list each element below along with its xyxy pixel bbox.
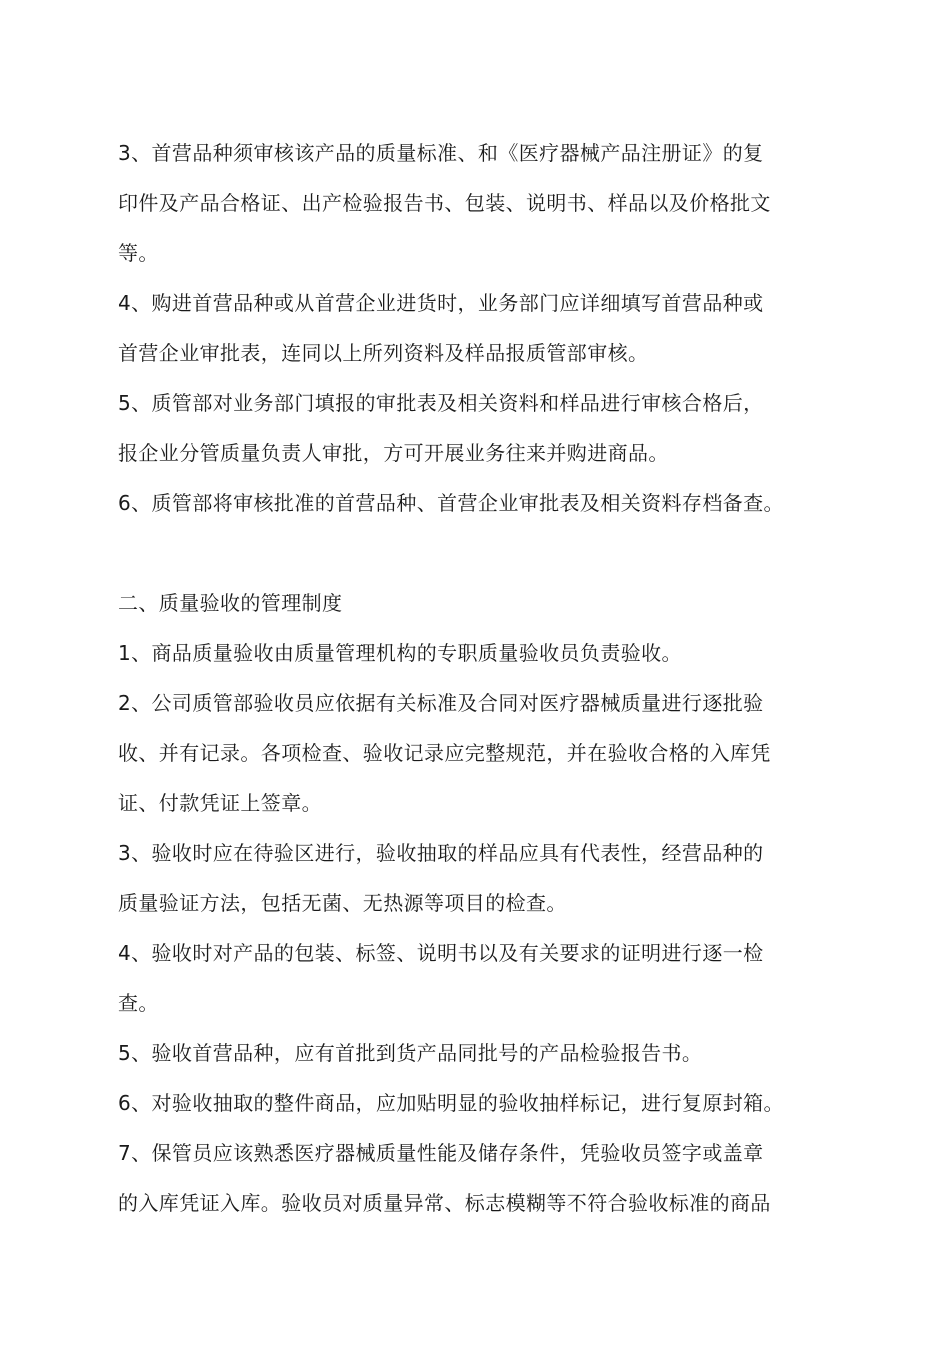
text-line: 5、质管部对业务部门填报的审批表及相关资料和样品进行审核合格后， <box>118 391 764 415</box>
text-line: 等。 <box>118 241 159 265</box>
text-line: 7、保管员应该熟悉医疗器械质量性能及储存条件，凭验收员签字或盖章 <box>118 1141 764 1165</box>
text-line: 印件及产品合格证、出产检验报告书、包装、说明书、样品以及价格批文 <box>118 191 771 215</box>
text-line: 首营企业审批表，连同以上所列资料及样品报质管部审核。 <box>118 341 649 365</box>
text-line: 报企业分管质量负责人审批，方可开展业务往来并购进商品。 <box>118 441 669 465</box>
text-line: 查。 <box>118 991 159 1015</box>
text-line: 5、验收首营品种，应有首批到货产品同批号的产品检验报告书。 <box>118 1041 703 1065</box>
text-line: 4、验收时对产品的包装、标签、说明书以及有关要求的证明进行逐一检 <box>118 941 764 965</box>
text-line: 证、付款凭证上签章。 <box>118 791 322 815</box>
text-line: 4、购进首营品种或从首营企业进货时，业务部门应详细填写首营品种或 <box>118 291 764 315</box>
text-line: 质量验证方法，包括无菌、无热源等项目的检查。 <box>118 891 567 915</box>
text-line: 6、对验收抽取的整件商品，应加贴明显的验收抽样标记，进行复原封箱。 <box>118 1091 784 1115</box>
text-line: 收、并有记录。各项检查、验收记录应完整规范，并在验收合格的入库凭 <box>118 741 771 765</box>
text-line: 6、质管部将审核批准的首营品种、首营企业审批表及相关资料存档备查。 <box>118 491 784 515</box>
text-line: 3、首营品种须审核该产品的质量标准、和《医疗器械产品注册证》的复 <box>118 141 764 165</box>
text-line: 的入库凭证入库。验收员对质量异常、标志模糊等不符合验收标准的商品 <box>118 1191 771 1215</box>
text-line: 1、商品质量验收由质量管理机构的专职质量验收员负责验收。 <box>118 641 682 665</box>
text-line: 2、公司质管部验收员应依据有关标准及合同对医疗器械质量进行逐批验 <box>118 691 764 715</box>
text-line: 3、验收时应在待验区进行，验收抽取的样品应具有代表性，经营品种的 <box>118 841 764 865</box>
section-heading: 二、质量验收的管理制度 <box>118 591 343 615</box>
